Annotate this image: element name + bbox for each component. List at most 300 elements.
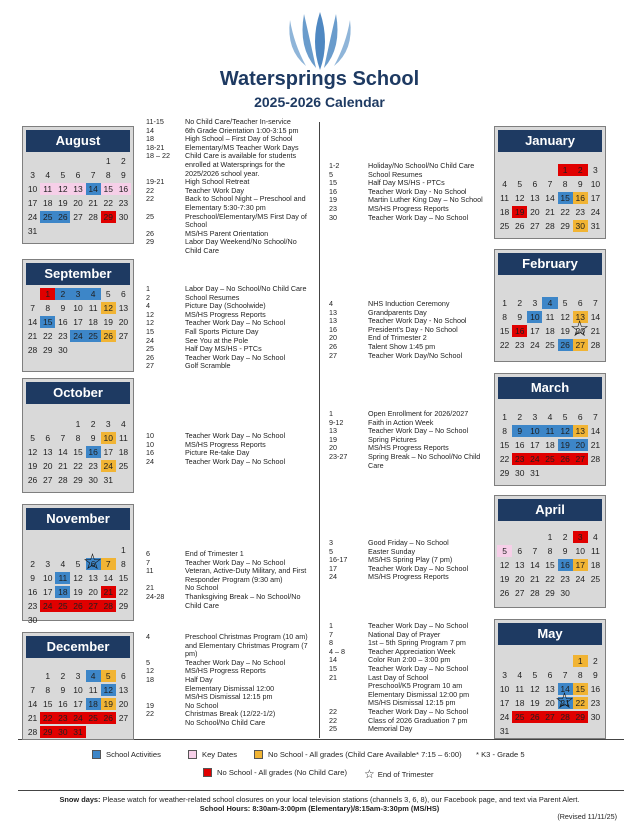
day-28: 28 <box>101 600 116 612</box>
event-row <box>329 725 489 734</box>
day-25: 25 <box>590 574 601 584</box>
day-20: 20 <box>545 698 555 708</box>
day-empty <box>25 155 40 167</box>
days-grid <box>23 404 133 488</box>
event-text: Christmas Break (12/22-1/2) <box>185 709 276 719</box>
month-november <box>22 504 134 625</box>
day-4: 4 <box>547 412 553 422</box>
event-text: Labor Day – No School/No Child Care <box>185 284 307 293</box>
day-5: 5 <box>60 170 66 180</box>
event-row <box>146 152 314 178</box>
day-25: 25 <box>86 330 101 342</box>
day-17: 17 <box>73 317 83 327</box>
event-date: 19 <box>146 700 154 710</box>
day-26: 26 <box>558 453 573 465</box>
day-27: 27 <box>514 588 525 598</box>
day-24: 24 <box>70 712 85 724</box>
day-25: 25 <box>542 453 557 465</box>
event-text: Picture Day (Schoolwide) <box>185 301 266 311</box>
day-empty <box>527 655 542 667</box>
event-row <box>146 195 314 212</box>
day-17: 17 <box>103 447 113 457</box>
day-20: 20 ☆ <box>573 325 588 337</box>
event-date: 22 <box>146 194 154 204</box>
event-text: Teacher Appreciation Week <box>368 646 456 656</box>
day-3: 3 <box>105 419 111 429</box>
event-text: MS/HS Progress Reports <box>185 309 266 319</box>
event-date: 23 <box>329 203 337 213</box>
event-text: Golf Scramble <box>185 361 231 371</box>
event-date: 26 <box>146 352 154 362</box>
day-19: 19 <box>558 439 573 451</box>
event-date: 12 <box>146 309 154 319</box>
days-grid <box>23 530 133 628</box>
day-10: 10 <box>590 179 601 189</box>
events-january <box>329 162 489 222</box>
events-april <box>329 539 489 582</box>
event-text: MS/HS Dismissal 12:15 pm <box>368 698 456 708</box>
day-4: 4 <box>121 419 126 429</box>
month-title: February <box>498 253 602 275</box>
day-28: 28 <box>58 475 68 485</box>
event-text: Back to School Night – Preschool and Elementary 5:30-7:30 pm <box>185 194 306 212</box>
legend-no-school-no-childcare <box>203 768 347 777</box>
day-28: 28 <box>590 340 601 350</box>
day-23: 23 <box>590 698 601 708</box>
day-29: 29 <box>118 601 129 611</box>
snow-label: Snow days: <box>59 795 101 804</box>
day-14: 14 <box>590 426 601 436</box>
event-text: 1st – 5th Spring Program 7 pm <box>368 638 466 648</box>
event-text: MS/HS Progress Reports <box>185 439 266 449</box>
day-28: 28 <box>545 221 555 231</box>
day-1: 1 <box>40 288 55 300</box>
day-31: 31 <box>27 226 38 236</box>
event-date: 25 <box>146 344 154 354</box>
day-3: 3 <box>502 670 507 680</box>
event-date: 19-21 <box>146 177 165 187</box>
event-text: Preschool/K5 Program 10 am <box>368 681 463 691</box>
event-date: 18-21 <box>146 142 165 152</box>
day-6: 6 <box>532 179 538 189</box>
day-2: 2 <box>121 156 126 166</box>
day-4: 4 <box>86 670 101 682</box>
day-19: 19 <box>499 574 510 584</box>
day-29: 29 <box>42 345 53 355</box>
event-text: Teacher Work Day <box>185 185 244 195</box>
day-8: 8 <box>562 179 568 189</box>
day-18: 18 <box>499 207 510 217</box>
day-11: 11 <box>545 312 555 322</box>
event-text: Teacher Work Day – No School <box>185 557 286 567</box>
event-date <box>329 682 368 691</box>
pink-swatch <box>188 750 197 759</box>
day-30: 30 <box>590 712 601 722</box>
day-6: 6 <box>75 170 81 180</box>
day-8: 8 <box>45 303 51 313</box>
day-31: 31 <box>70 726 85 738</box>
day-21: 21 ☆ <box>558 697 573 709</box>
day-13: 13 <box>514 560 525 570</box>
day-20: 20 <box>514 574 525 584</box>
event-text: Half Day MS/HS - PTCs <box>368 178 445 188</box>
day-5: 5 <box>497 545 512 557</box>
event-text: End of Trimester 2 <box>368 333 427 343</box>
event-date: 24 <box>329 572 337 582</box>
day-26: 26 <box>101 330 116 342</box>
day-15: 15 <box>40 316 55 328</box>
day-31: 31 <box>103 475 113 485</box>
day-14: 14 <box>545 193 555 203</box>
events-august <box>146 118 314 256</box>
day-16: 16 <box>590 684 601 694</box>
month-title: December <box>26 636 130 658</box>
event-date: 21 <box>146 583 154 593</box>
day-10: 10 <box>101 432 116 444</box>
event-date: 18 – 22 <box>146 151 170 161</box>
day-21: 21 <box>27 331 38 341</box>
day-28: 28 <box>530 588 540 598</box>
day-17: 17 <box>42 587 53 597</box>
day-21: 21 <box>101 586 116 598</box>
event-text: Picture Re-take Day <box>185 448 250 458</box>
day-5: 5 <box>75 559 81 569</box>
day-16: 16 <box>558 559 573 571</box>
legend-label: End of Trimester <box>377 769 434 779</box>
event-text: Talent Show 1:45 pm <box>368 341 436 351</box>
day-27: 27 <box>118 331 129 341</box>
legend-label: School Activities <box>106 750 161 759</box>
event-date: 24 <box>146 456 154 466</box>
event-text: High School – First Day of School <box>185 134 293 144</box>
event-date: 18 <box>146 674 154 684</box>
day-empty <box>497 655 512 667</box>
day-26: 26 <box>558 339 573 351</box>
day-4: 4 <box>60 559 66 569</box>
red-swatch <box>203 768 212 777</box>
day-25: 25 <box>55 600 70 612</box>
event-date: 4 <box>146 632 150 641</box>
event-date: 5 <box>146 657 150 667</box>
event-text: Child Care is available for students enrolled at Watersprings for the 2025/2026 school year. <box>185 151 297 178</box>
event-date: 14 <box>146 125 154 135</box>
day-22: 22 <box>40 712 55 724</box>
event-date: 3 <box>329 538 333 547</box>
day-10: 10 <box>527 425 542 437</box>
day-30: 30 <box>27 615 38 625</box>
day-8: 8 <box>75 433 81 443</box>
month-title: August <box>26 130 130 152</box>
month-february <box>494 249 606 362</box>
event-date: 4 – 8 <box>329 646 345 656</box>
day-17: 17 <box>573 559 588 571</box>
day-7: 7 <box>593 298 598 308</box>
day-9: 9 <box>517 312 523 322</box>
day-empty <box>55 544 70 556</box>
day-13: 13 <box>88 573 98 583</box>
day-4: 4 <box>502 179 507 189</box>
day-26: 26 <box>514 221 525 231</box>
day-5: 5 <box>101 670 116 682</box>
event-text: Grandparents Day <box>368 307 427 317</box>
event-date: 11 <box>146 566 154 576</box>
legend-school-activities <box>92 750 161 759</box>
day-22: 22 <box>118 587 129 597</box>
event-date: 13 <box>329 426 337 436</box>
event-text: Teacher Work Day – No School <box>185 456 286 466</box>
day-15: 15 <box>101 183 116 195</box>
day-13: 13 <box>118 685 129 695</box>
event-date <box>329 691 368 700</box>
event-text: Spring Pictures <box>368 434 417 444</box>
month-title: November <box>26 508 130 530</box>
day-3: 3 <box>532 298 538 308</box>
day-14: 14 <box>86 183 101 195</box>
day-17: 17 <box>73 699 83 709</box>
event-text: Teacher Work Day – No School <box>368 426 469 436</box>
day-11: 11 <box>500 193 509 203</box>
day-30: 30 <box>88 475 98 485</box>
day-27: 27 <box>42 475 53 485</box>
day-16: 16 <box>58 317 68 327</box>
day-18: 18 <box>55 586 70 598</box>
day-30: 30 <box>55 726 70 738</box>
event-text: Color Run 2:00 – 3:00 pm <box>368 655 451 665</box>
day-30: 30 <box>514 468 525 478</box>
event-text: Elementary Dismissal 12:00 pm <box>368 689 470 699</box>
day-15: 15 <box>499 440 510 450</box>
day-16: 16 <box>512 325 527 337</box>
event-text: School Resumes <box>185 292 240 302</box>
day-2: 2 <box>30 559 35 569</box>
event-row <box>146 362 314 371</box>
event-row <box>329 352 489 361</box>
day-12: 12 <box>558 425 573 437</box>
day-empty <box>40 418 55 430</box>
event-row <box>146 667 314 676</box>
day-13: 13 <box>70 183 85 195</box>
event-text: Good Friday – No School <box>368 538 449 547</box>
day-25: 25 <box>118 461 129 471</box>
event-date: 21 <box>329 672 337 682</box>
day-2: 2 <box>517 412 523 422</box>
event-date: 7 <box>146 557 150 567</box>
day-19: 19 <box>530 698 540 708</box>
day-23: 23 <box>58 331 68 341</box>
day-12: 12 <box>499 560 510 570</box>
day-24: 24 <box>40 600 55 612</box>
day-3: 3 <box>45 559 51 569</box>
day-28: 28 <box>27 727 38 737</box>
event-text: Labor Day Weekend/No School/No Child Care <box>185 237 297 255</box>
event-text: No School <box>185 700 219 710</box>
day-10: 10 <box>499 684 510 694</box>
day-25: 25 <box>499 221 510 231</box>
day-24: 24 <box>527 453 542 465</box>
day-18: 18 <box>590 560 601 570</box>
event-date: 13 <box>329 316 337 326</box>
day-15: 15 <box>558 192 573 204</box>
event-text: Teacher Work Day – No School <box>368 706 469 716</box>
legend-label: Key Dates <box>202 750 238 759</box>
day-1: 1 <box>547 532 553 542</box>
snow-days-note <box>0 795 639 804</box>
day-19: 19 <box>27 461 38 471</box>
day-30: 30 <box>573 220 588 232</box>
event-text: Easter Sunday <box>368 546 416 556</box>
day-25: 25 <box>86 712 101 724</box>
day-24: 24 <box>27 212 38 222</box>
event-text: Teacher Work Day/No School <box>368 350 463 360</box>
event-text: National Day of Prayer <box>368 629 441 639</box>
day-17: 17 <box>499 698 510 708</box>
event-date: 22 <box>146 185 154 195</box>
day-24: 24 <box>101 460 116 472</box>
day-27: 27 <box>73 212 83 222</box>
event-date: 23-27 <box>329 451 348 461</box>
day-11: 11 <box>55 572 70 584</box>
day-8: 8 <box>121 559 126 569</box>
day-14: 14 <box>530 560 540 570</box>
day-empty <box>558 655 573 667</box>
day-6: 6 <box>45 433 51 443</box>
day-empty <box>40 155 55 167</box>
day-10: 10 <box>73 685 83 695</box>
day-13: 13 <box>573 311 588 323</box>
legend-label: No School - All grades (Child Care Available* 7:15 – 6:00) <box>268 750 462 759</box>
day-19: 19 <box>58 198 68 208</box>
day-empty <box>25 670 40 682</box>
event-text: Open Enrollment for 2026/2027 <box>368 409 469 418</box>
event-date: 19 <box>329 434 337 444</box>
day-20: 20 <box>118 699 129 709</box>
day-2: 2 <box>573 164 588 176</box>
day-8: 8 <box>45 685 51 695</box>
school-hours: School Hours: 8:30am-3:00pm (Elementary)/8:15am-3:30pm (MS/HS) <box>199 804 440 813</box>
days-grid <box>23 285 133 358</box>
event-text: Class of 2026 Graduation 7 pm <box>368 715 468 725</box>
days-grid <box>495 399 605 481</box>
revised-date: (Revised 11/11/25) <box>557 812 617 821</box>
event-date: 8 <box>329 638 333 648</box>
month-title: April <box>498 499 602 521</box>
day-7: 7 <box>101 558 116 570</box>
event-text: MS/HS Progress Reports <box>368 443 449 453</box>
day-28: 28 <box>27 345 38 355</box>
event-row <box>146 719 314 728</box>
event-text: Memorial Day <box>368 724 413 734</box>
day-empty <box>527 531 542 543</box>
day-9: 9 <box>90 433 96 443</box>
event-date: 1-2 <box>329 161 340 170</box>
event-text: Teacher Work Day - No School <box>368 186 467 196</box>
blue-swatch <box>92 750 101 759</box>
day-15: 15 <box>42 699 53 709</box>
event-text: Spring Break – No School/No Child Care <box>368 451 481 470</box>
day-15: 15 <box>73 447 83 457</box>
day-9: 9 <box>562 546 568 556</box>
day-1: 1 <box>45 671 51 681</box>
day-1: 1 <box>75 419 81 429</box>
month-title: March <box>498 377 602 399</box>
day-empty <box>55 155 70 167</box>
event-row <box>146 693 314 702</box>
day-21: 21 <box>88 198 98 208</box>
legend-k3-note <box>476 750 525 759</box>
events-march <box>329 410 489 470</box>
day-19: 19 <box>101 698 116 710</box>
event-text: Teacher Work Day – No School <box>185 431 286 440</box>
month-may <box>494 619 606 739</box>
event-date: 7 <box>329 629 333 639</box>
legend-end-trimester <box>364 767 433 781</box>
day-1: 1 <box>558 164 573 176</box>
event-text: Martin Luther King Day – No School <box>368 195 483 205</box>
days-grid <box>495 152 605 234</box>
event-text: MS/HS Progress Reports <box>185 666 266 676</box>
month-december <box>22 632 134 740</box>
day-22: 22 <box>560 207 570 217</box>
day-24: 24 <box>575 574 585 584</box>
event-text: End of Trimester 1 <box>185 549 244 558</box>
day-26: 26 <box>101 712 116 724</box>
event-text: Preschool Christmas Program (10 am) and Elementary Christmas Program (7 pm) <box>185 632 308 659</box>
month-april <box>494 495 606 608</box>
day-empty <box>55 418 70 430</box>
event-date: 12 <box>146 666 154 676</box>
star-icon: ☆ <box>364 767 375 781</box>
day-22: 22 <box>499 340 510 350</box>
day-6: 6 <box>121 289 126 299</box>
day-7: 7 <box>532 546 538 556</box>
day-11: 11 <box>88 685 98 695</box>
day-12: 12 <box>101 684 116 696</box>
day-17: 17 <box>530 326 540 336</box>
event-date: 6 <box>146 549 150 558</box>
day-8: 8 <box>547 546 553 556</box>
day-27: 27 <box>118 713 129 723</box>
day-26: 26 <box>527 711 542 723</box>
event-date: 30 <box>329 212 337 222</box>
day-8: 8 <box>577 670 583 680</box>
day-9: 9 <box>30 573 35 583</box>
event-date: 24-28 <box>146 591 165 601</box>
day-19: 19 <box>73 587 83 597</box>
event-text: 6th Grade Orientation 1:00-3:15 pm <box>185 125 299 135</box>
event-date: 5 <box>329 169 333 179</box>
day-7: 7 <box>30 303 35 313</box>
day-11: 11 <box>119 433 128 443</box>
column-divider <box>319 122 320 738</box>
month-title: October <box>26 382 130 404</box>
day-21: 21 <box>27 713 38 723</box>
day-5: 5 <box>105 289 111 299</box>
calendar-title: 2025-2026 Calendar <box>254 94 385 110</box>
month-title: January <box>498 130 602 152</box>
event-date: 2 <box>146 292 150 302</box>
day-2: 2 <box>60 671 66 681</box>
day-26: 26 <box>70 600 85 612</box>
day-2: 2 <box>593 656 598 666</box>
event-date: 24 <box>146 335 154 345</box>
day-15: 15 <box>499 326 510 336</box>
legend-label: * K3 - Grade 5 <box>476 750 525 759</box>
event-text: No School/No Child Care <box>185 717 266 727</box>
day-11: 11 <box>515 684 525 694</box>
school-name: Watersprings School <box>219 68 420 90</box>
day-empty <box>497 164 512 176</box>
day-20: 20 <box>530 207 540 217</box>
